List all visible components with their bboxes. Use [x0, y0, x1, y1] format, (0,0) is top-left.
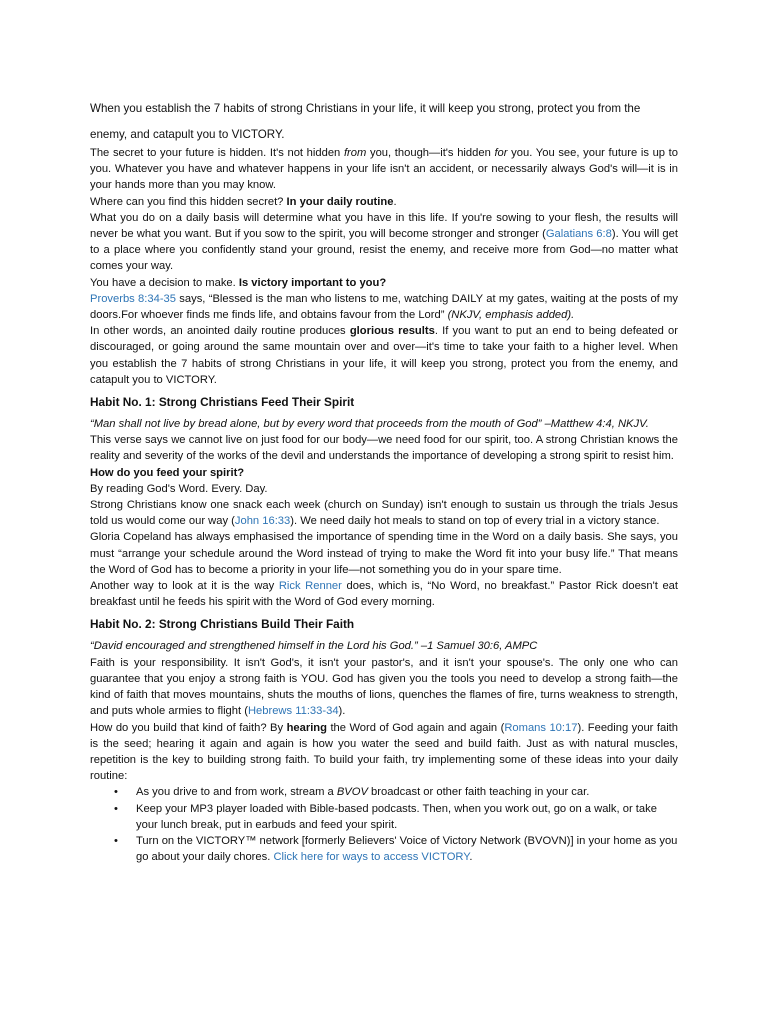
intro-paragraph-question: Where can you find this hidden secret? In your daily routine.	[90, 195, 397, 208]
link-romans[interactable]: Romans 10:17	[504, 721, 578, 734]
habit-2-idea-list	[90, 784, 678, 865]
intro-paragraph-secret: The secret to your future is hidden. It's not hidden from you, though—it's hidden for you. You see, your future is up to you. Whatever you have and whatever happens in your life isn't an accident, or necessarily always God's will—it is in your hands more than you may know.	[90, 147, 679, 192]
intro-line-2: enemy, and catapult you to VICTORY.	[90, 128, 285, 141]
link-rick-renner[interactable]: Rick Renner	[278, 580, 342, 593]
list-item: • Keep your MP3 player loaded with Bible-based podcasts. Then, when you work out, go on a walk, or take your lunch break, put in earbuds and feed your spirit.	[114, 802, 657, 831]
document-page	[90, 101, 678, 865]
bullet-icon: •	[114, 834, 118, 847]
list-item: • Turn on the VICTORY™ network [formerly Believers' Voice of Victory Network (BVOVN)] in your home as you go about your daily chores. Click here for ways to access VICTORY.	[114, 834, 678, 864]
bullet-icon: •	[114, 786, 118, 799]
habit-1-paragraph-1: This verse says we cannot live on just food for our body—we need food for our spirit, too. A strong Christian knows the reality and severity of the works of the devil and understands the importance of developing a strong spirit to resist him.	[90, 434, 678, 463]
link-access-victory[interactable]: Click here for ways to access VICTORY	[273, 851, 470, 864]
intro-paragraph-daily-basis: What you do on a daily basis will determine what you have in this life. If you're sowing to your flesh, the results will never be what you want. But if you sow to the spirit, you will become stronger and stronger (Galatians 6:8). You will get to a place where you confidently stand your ground, resist the enemy, and receive more from God—no matter what comes your way.	[90, 211, 678, 273]
habit-2-heading: Habit No. 2: Strong Christians Build Their Faith	[90, 617, 355, 632]
intro-paragraph-other-words: In other words, an anointed daily routine produces glorious results. If you want to put an end to being defeated or discouraged, or going around the same mountain over and over—it's time to take your faith to a higher level. When you establish the 7 habits of strong Christians in your life, it will keep you strong, protect you from the enemy, and catapult you to VICTORY.	[90, 325, 678, 386]
habit-2-quote: “David encouraged and strengthened himself in the Lord his God.” –1 Samuel 30:6, AMPC	[90, 640, 538, 653]
habit-1-paragraph-5: Another way to look at it is the way Rick Renner does, which is, “No Word, no breakfast.” Pastor Rick doesn't eat breakfast until he feeds his spirit with the Word of God every morning.	[90, 580, 679, 609]
habit-1-paragraph-4: Gloria Copeland has always emphasised the importance of spending time in the Word on a daily basis. She says, you must “arrange your schedule around the Word instead of trying to make the Word fit into your busy life.” That means the Word of God has to become a priority in your life—not something you do in your spare time.	[90, 531, 678, 576]
habit-1-heading: Habit No. 1: Strong Christians Feed Their Spirit	[90, 395, 355, 410]
habit-1-quote: “Man shall not live by bread alone, but by every word that proceeds from the mouth of God” –Matthew 4:4, NKJV.	[90, 418, 649, 431]
link-proverbs[interactable]: Proverbs 8:34-35	[90, 292, 177, 305]
link-john[interactable]: John 16:33	[234, 515, 291, 528]
intro-line-1: When you establish the 7 habits of strong Christians in your life, it will keep you strong, protect you from the	[90, 102, 641, 115]
habit-2-paragraph-2: How do you build that kind of faith? By hearing the Word of God again and again (Romans 10:17). Feeding your faith is the seed; hearing it again and again is how you water the seed and build faith. Just as with natural muscles, repetition is the key to building strong faith. To build your faith, try implementing some of these ideas into your daily routine:	[90, 721, 679, 783]
bullet-icon: •	[114, 802, 118, 815]
habit-2-paragraph-1: Faith is your responsibility. It isn't God's, it isn't your pastor's, and it isn't your spouse's. The only one who can guarantee that you enjoy a strong faith is YOU. God has given you the tools you need to develop a strong faith—the kind of faith that moves mountains, shuts the mouths of lions, quenches the flames of fire, turns weakness to strength, and puts whole armies to flight (Hebrews 11:33-34).	[90, 656, 678, 718]
habit-1-paragraph-2: By reading God's Word. Every. Day.	[90, 482, 268, 495]
link-hebrews[interactable]: Hebrews 11:33-34	[247, 705, 339, 718]
list-item: • As you drive to and from work, stream a BVOV broadcast or other faith teaching in your car.	[90, 784, 678, 800]
intro-paragraph-decision: You have a decision to make. Is victory important to you?	[90, 276, 387, 289]
habit-1-paragraph-3: Strong Christians know one snack each week (church on Sunday) isn't enough to sustain us through the trials Jesus told us would come our way (John 16:33). We need daily hot meals to stand on top of every trial in a victory stance.	[90, 499, 678, 528]
habit-1-question: How do you feed your spirit?	[90, 466, 245, 479]
link-galatians[interactable]: Galatians 6:8	[545, 228, 612, 241]
intro-paragraph-proverbs: Proverbs 8:34-35 says, “Blessed is the man who listens to me, watching DAILY at my gates, waiting at the posts of my doors.For whoever finds me finds life, and obtains favour from the Lord” (NKJV, emphasis added).	[90, 292, 678, 322]
